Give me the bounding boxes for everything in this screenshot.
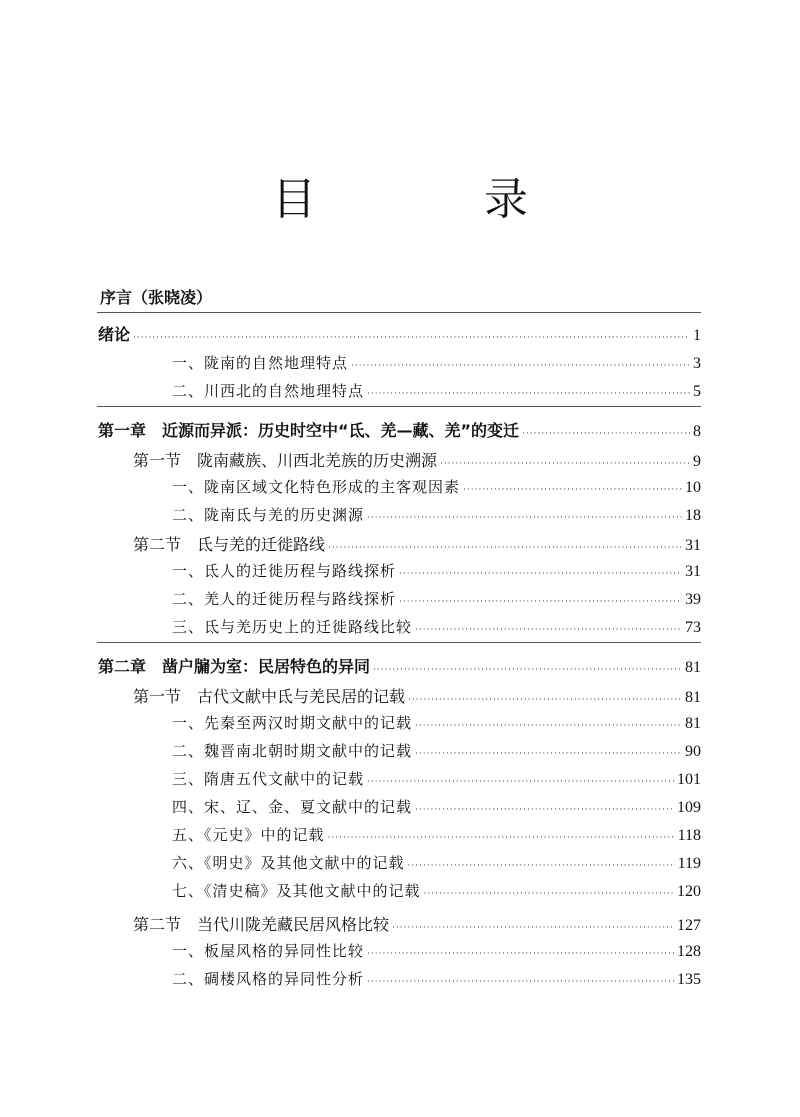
toc-entry-page-number: 39	[685, 591, 701, 608]
toc-entry-page-number: 8	[693, 423, 701, 440]
dot-leader	[415, 617, 682, 643]
toc-entry[interactable]	[172, 794, 701, 820]
toc-entry-title: 六、《明史》及其他文献中的记载	[172, 854, 405, 872]
dot-leader	[351, 353, 690, 379]
dot-leader	[367, 969, 674, 995]
toc-entry[interactable]	[98, 418, 701, 444]
toc-entry[interactable]	[172, 710, 701, 736]
toc-entry-page-number: 128	[677, 943, 701, 960]
toc-entry-title: 一、氐人的迁徙历程与路线探析	[172, 562, 397, 580]
page-title: 目 录	[272, 174, 590, 225]
toc-entry-page-number: 109	[677, 799, 701, 816]
toc-entry[interactable]	[172, 474, 701, 500]
toc-entry-title: 三、氐与羌历史上的迁徙路线比较	[172, 618, 413, 636]
toc-entry[interactable]	[98, 654, 701, 680]
toc-entry-title: 第二节 氐与羌的迁徙路线	[133, 535, 326, 554]
toc-entry-page-number: 101	[677, 771, 701, 788]
toc-entry-page-number: 3	[693, 355, 701, 372]
toc-entry[interactable]	[172, 558, 701, 584]
toc-entry-page-number: 1	[693, 327, 701, 344]
toc-entry[interactable]	[133, 912, 701, 938]
toc-entry[interactable]	[172, 502, 701, 528]
toc-entry[interactable]	[172, 966, 701, 992]
preface-entry: 序言（张晓凌）	[100, 288, 213, 307]
toc-entry-title: 七、《清史稿》及其他文献中的记载	[172, 882, 421, 900]
dot-leader	[133, 325, 690, 351]
toc-entry[interactable]	[172, 938, 701, 964]
toc-entry-page-number: 31	[685, 563, 701, 580]
dot-leader	[415, 713, 682, 739]
toc-entry-title: 二、陇南氐与羌的历史渊源	[172, 506, 365, 524]
toc-entry-title: 绪论	[98, 325, 131, 344]
toc-entry-page-number: 118	[677, 827, 701, 844]
toc-entry[interactable]	[172, 614, 701, 640]
toc-entry[interactable]	[172, 350, 701, 376]
toc-entry-title: 一、陇南的自然地理特点	[172, 354, 349, 372]
dot-leader	[415, 797, 674, 823]
dot-leader	[415, 741, 682, 767]
dot-leader	[328, 825, 675, 851]
toc-entry-page-number: 81	[685, 715, 701, 732]
toc-entry-title: 第一节 古代文献中氐与羌民居的记载	[133, 687, 406, 706]
dot-leader	[367, 769, 674, 795]
toc-entry[interactable]	[172, 850, 701, 876]
dot-leader	[424, 881, 674, 907]
toc-entry[interactable]	[133, 532, 701, 558]
toc-entry-title: 第二节 当代川陇羌藏民居风格比较	[133, 915, 390, 934]
toc-entry-title: 二、魏晋南北朝时期文献中的记载	[172, 742, 413, 760]
toc-entry-title: 第一章 近源而异派：历史时空中“氐、羌—藏、羌”的变迁	[98, 421, 520, 440]
toc-entry-page-number: 120	[677, 883, 701, 900]
toc-entry-title: 二、碉楼风格的异同性分析	[172, 970, 365, 988]
toc-entry-page-number: 90	[685, 743, 701, 760]
toc-entry-title: 二、羌人的迁徙历程与路线探析	[172, 590, 397, 608]
toc-entry-page-number: 81	[685, 689, 701, 706]
toc-entry-title: 第二章 凿户牖为室：民居特色的异同	[98, 657, 371, 676]
dot-leader	[522, 421, 690, 447]
toc-entry-page-number: 5	[693, 383, 701, 400]
toc-entry[interactable]	[172, 878, 701, 904]
toc-entry[interactable]	[98, 322, 701, 348]
dot-leader	[367, 381, 690, 407]
toc-entry-page-number: 18	[685, 507, 701, 524]
dot-leader	[463, 477, 682, 503]
toc-entry-page-number: 9	[693, 453, 701, 470]
dot-leader	[408, 853, 675, 879]
toc-entry-title: 一、板屋风格的异同性比较	[172, 942, 365, 960]
section-divider	[97, 312, 701, 313]
dot-leader	[399, 589, 682, 615]
toc-entry-title: 二、川西北的自然地理特点	[172, 382, 365, 400]
dot-leader	[367, 941, 674, 967]
toc-entry-page-number: 127	[677, 917, 701, 934]
dot-leader	[373, 657, 682, 683]
toc-entry[interactable]	[172, 378, 701, 404]
toc-entry[interactable]	[172, 822, 701, 848]
toc-entry-page-number: 135	[677, 971, 701, 988]
dot-leader	[399, 561, 682, 587]
toc-entry[interactable]	[172, 586, 701, 612]
toc-entry-title: 五、《元史》中的记载	[172, 826, 325, 844]
dot-leader	[367, 505, 682, 531]
toc-entry-page-number: 119	[677, 855, 701, 872]
toc-entry[interactable]	[133, 684, 701, 710]
toc-entry-page-number: 31	[685, 537, 701, 554]
toc-entry-page-number: 81	[685, 659, 701, 676]
toc-entry-page-number: 73	[685, 619, 701, 636]
toc-entry[interactable]	[172, 766, 701, 792]
toc-entry[interactable]	[133, 448, 701, 474]
toc-entry-page-number: 10	[685, 479, 701, 496]
toc-entry-title: 第一节 陇南藏族、川西北羌族的历史溯源	[133, 451, 438, 470]
toc-entry-title: 三、隋唐五代文献中的记载	[172, 770, 365, 788]
toc-entry-title: 一、先秦至两汉时期文献中的记载	[172, 714, 413, 732]
toc-entry[interactable]	[172, 738, 701, 764]
toc-entry-title: 四、宋、辽、金、夏文献中的记载	[172, 798, 413, 816]
toc-entry-title: 一、陇南区域文化特色形成的主客观因素	[172, 478, 461, 496]
